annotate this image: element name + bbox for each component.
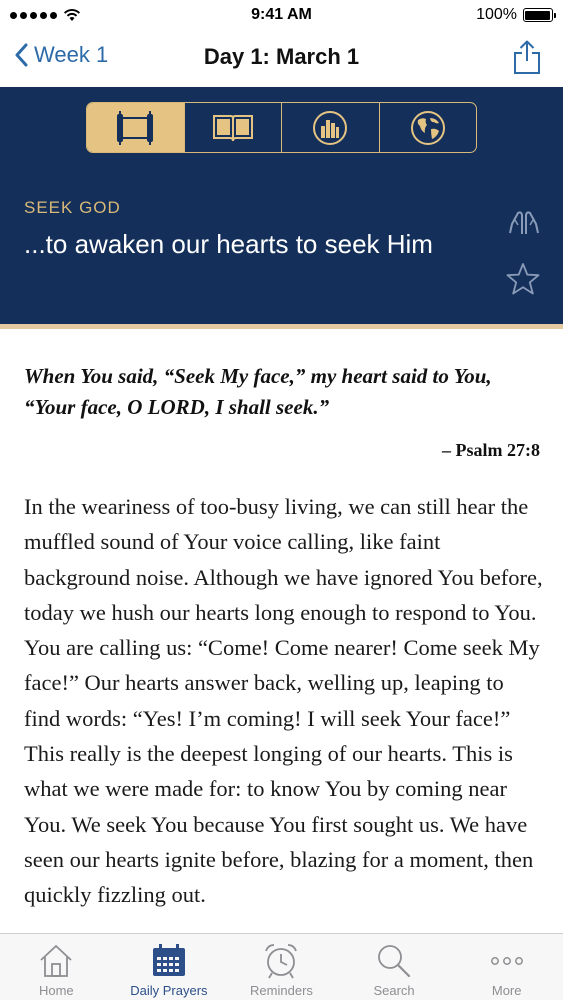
segment-city[interactable] — [282, 103, 380, 152]
city-icon — [311, 109, 349, 147]
search-icon — [375, 942, 413, 980]
page-title: Day 1: March 1 — [203, 44, 360, 69]
home-icon — [37, 943, 75, 979]
battery-fill — [525, 11, 550, 20]
prayer-header — [0, 87, 563, 324]
chevron-left-icon — [14, 43, 28, 67]
battery-percent: 100% — [476, 6, 517, 23]
battery-icon — [523, 8, 553, 22]
header-divider — [0, 324, 563, 329]
back-label: Week 1 — [34, 42, 109, 67]
prayer-headline: ...to awaken our hearts to seek Him — [24, 229, 433, 259]
signal-icon — [10, 12, 57, 19]
tab-search[interactable] — [338, 934, 451, 1000]
tab-label: More — [491, 983, 522, 998]
segment-book[interactable] — [185, 103, 283, 152]
prayer-body: In the weariness of too-busy living, we can still hear the muffled sound of Your voice calling, like faint background noise. Although we have ignored You before, today we hush our hearts long enough to respond to You. You are calling us: “Come! Come nearer! Come seek My face!” Our hearts answer back, welling up, leaping to find words: “Yes! I’m coming! I will seek Your face!” This really is the deepest longing of our hearts. This is what we were made for: to know You by coming near You. We seek You because You first sought us. We have seen our hearts ignite before, blazing for a moment, then quickly fizzling out. — [24, 494, 543, 908]
wifi-icon — [63, 8, 81, 22]
status-right — [403, 6, 553, 24]
alarm-clock-icon — [263, 942, 299, 980]
book-icon — [211, 113, 255, 143]
favorite-button[interactable] — [505, 262, 541, 301]
prayer-category: SEEK GOD — [24, 198, 121, 217]
status-bar — [0, 0, 563, 30]
tab-daily-prayers[interactable] — [113, 934, 226, 1000]
praying-hands-icon — [507, 207, 541, 237]
segment-globe[interactable] — [380, 103, 477, 152]
tab-more[interactable] — [450, 934, 563, 1000]
more-icon — [489, 955, 525, 967]
scripture-verse: When You said, “Seek My face,” my heart said to You, “Your face, O LORD, I shall seek.” — [24, 364, 492, 419]
share-icon — [513, 39, 541, 75]
tab-label: Home — [38, 983, 74, 998]
star-icon — [505, 262, 541, 296]
segment-scroll[interactable] — [87, 103, 185, 152]
tab-reminders[interactable] — [225, 934, 338, 1000]
share-button[interactable] — [513, 39, 541, 80]
scroll-icon — [112, 111, 158, 145]
navigation-bar — [0, 30, 563, 87]
tab-label: Daily Prayers — [130, 983, 208, 998]
tab-label: Reminders — [250, 983, 313, 998]
tab-label: Search — [373, 983, 415, 998]
pray-button[interactable] — [507, 207, 541, 242]
tab-home[interactable] — [0, 934, 113, 1000]
status-time: 9:41 AM — [251, 6, 312, 23]
back-button[interactable] — [14, 42, 108, 68]
calendar-icon — [151, 944, 187, 978]
scripture-reference: – Psalm 27:8 — [442, 440, 540, 460]
section-segmented-control — [86, 102, 477, 153]
tab-bar — [0, 933, 563, 1000]
globe-icon — [409, 109, 447, 147]
status-left — [10, 8, 160, 22]
